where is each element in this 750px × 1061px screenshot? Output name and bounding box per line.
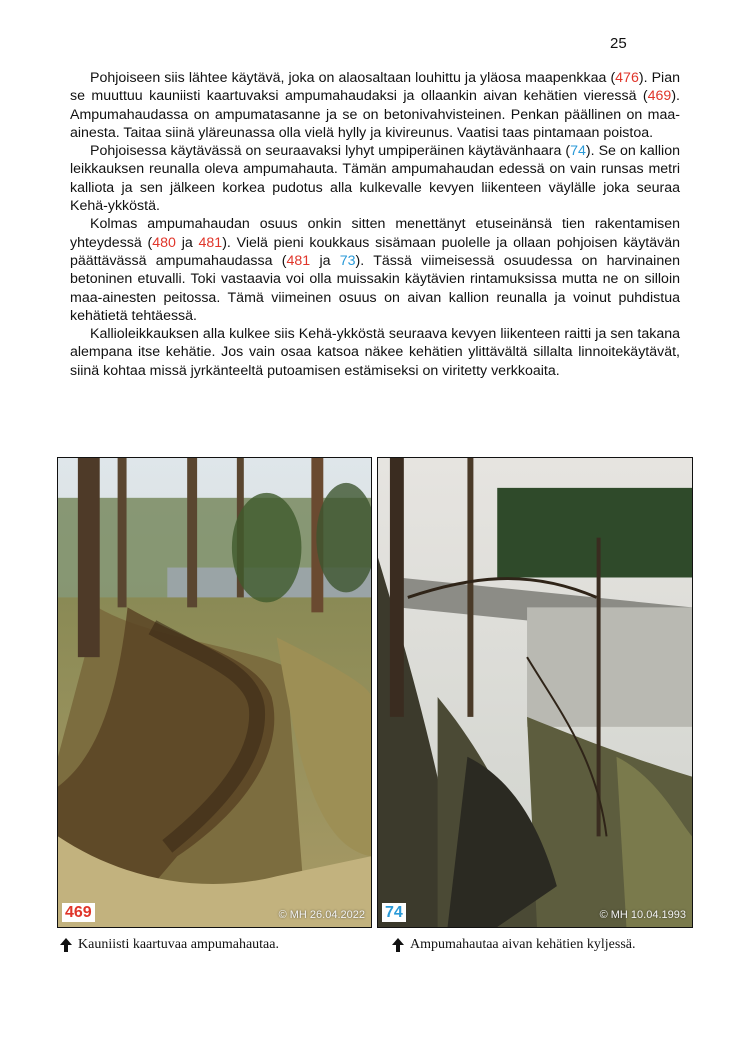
text-segment: ). Vielä pieni koukkaus sisämaan puolelle ja ollaan pohjoisen käytävän päättävässä ampumahaudassa ( <box>70 234 680 269</box>
up-arrow-icon <box>392 938 404 952</box>
text-segment: Pohjoisessa käytävässä on seuraavaksi lyhyt umpiperäinen käytävänhaara ( <box>90 143 571 160</box>
text-segment: ). Pian se muuttuu kauniisti kaartuvaksi ampumahaudaksi ja ollaankin aivan kehätien vieressä ( <box>70 70 680 105</box>
text-segment: ). Ampumahaudassa on ampumatasanne ja se on betonivahvisteinen. Penkan päällinen on maa-ainesta. Taitaa siinä yläreunassa olla vielä hylly ja kivireunus. Vaatisi taas pintamaan poistoa. <box>70 88 680 141</box>
photo-copyright: © MH 26.04.2022 <box>278 909 365 921</box>
photo-caption-left <box>60 937 279 953</box>
paragraph <box>70 215 680 325</box>
text-segment: Pohjoiseen siis lähtee käytävä, joka on alaosaltaan louhittu ja yläosa maapenkkaa ( <box>90 70 616 86</box>
photo-trench-74 <box>377 457 693 928</box>
paragraph <box>70 325 680 380</box>
photo-reference: 481 <box>198 234 223 251</box>
page-number: 25 <box>610 35 627 52</box>
caption-text: Kauniisti kaartuvaa ampumahautaa. <box>78 937 279 952</box>
text-segment: ). Tässä viimeisessä osuudessa on harvinainen betoninen etuvalli. Toki vastaavia voi olla muissakin käytävien rintamuksissa mutta ne on silloin maa-ainesten peitossa. Tämä viimeinen osuus on aivan kallion reunalla ja voinut puhdistua kehätietä tehtäessä. <box>70 252 680 324</box>
up-arrow-icon <box>60 938 72 952</box>
photo-reference: 480 <box>152 234 176 251</box>
photo-caption-right <box>392 937 635 953</box>
photo-number-badge: 74 <box>382 903 406 922</box>
photo-reference: 73 <box>339 252 356 269</box>
text-segment: ja <box>175 234 199 251</box>
photo-reference: 469 <box>647 88 672 105</box>
paragraph <box>70 69 680 142</box>
photo-copyright: © MH 10.04.1993 <box>599 909 686 921</box>
photo-reference: 481 <box>286 252 311 269</box>
text-segment: ). Se on kallion leikkauksen reunalla oleva ampumahauta. Tämän ampumahaudan edessä on vain runsas metri kalliota ja sen jälkeen korkea pudotus alla kulkevalle kevyen liikenteen väylälle joka seuraa Kehä-ykköstä. <box>70 143 680 215</box>
caption-text: Ampumahautaa aivan kehätien kyljessä. <box>410 937 636 952</box>
photo-number-badge: 469 <box>62 903 95 922</box>
text-segment: Kallioleikkauksen alla kulkee siis Kehä-ykköstä seuraava kevyen liikenteen raitti ja sen takana alempana itse kehätie. Jos vain osaa katsoa näkee kehätien ylittävältä sillalta linnoitekäytävät, siinä kohtaa missä jyrkänteeltä putoamisen estämiseksi on viritetty verkkoaita. <box>70 326 680 379</box>
photo-trench-469 <box>57 457 372 928</box>
photo-reference: 476 <box>615 70 639 86</box>
text-segment: ja <box>310 252 340 269</box>
photo-trench-469-image <box>58 458 371 927</box>
body-text <box>70 69 680 380</box>
paragraph <box>70 142 680 215</box>
text-segment: Kolmas ampumahaudan osuus onkin sitten menettänyt etuseinänsä tien rakentamisen yhteydessä ( <box>70 216 680 251</box>
photo-reference: 74 <box>570 143 586 160</box>
photo-trench-74-image <box>378 458 692 927</box>
